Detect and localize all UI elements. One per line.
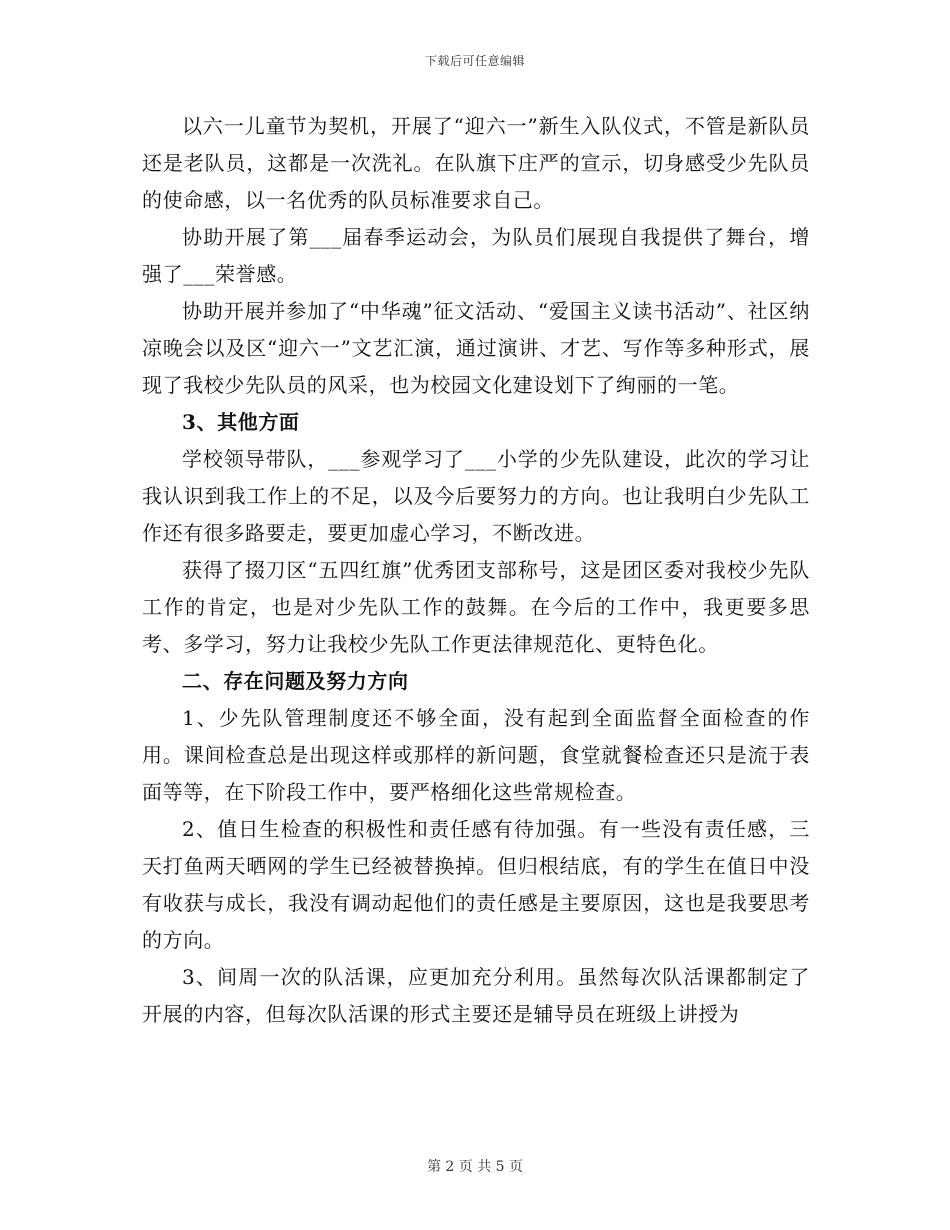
page-footer: 第 2 页 共 5 页 (426, 1159, 524, 1175)
paragraph-problem-2: 2、值日生检查的积极性和责任感有待加强。有一些没有责任感，三天打鱼两天晒网的学生已经被替换掉。但归根结底，有的学生在值日中没有收获与成长，我没有调动起他们的责任感是主要原因，这也是我要思考的方向。 (142, 817, 810, 952)
paragraph-problem-3: 3、间周一次的队活课，应更加充分利用。虽然每次队活课都制定了开展的内容，但每次队活课的形式主要还是辅导员在班级上讲授为 (142, 965, 810, 1026)
page-header: 下载后可任意编辑 (424, 54, 525, 68)
document-body (142, 108, 810, 1033)
paragraph-award: 获得了掇刀区“五四红旗”优秀团支部称号，这是团区委对我校少先队工作的肯定，也是对少先队工作的鼓舞。在今后的工作中，我更要多思考、多学习，努力让我校少先队工作更法律规范化、更特色化。 (142, 558, 810, 656)
section-heading-problems: 二、存在问题及努力方向 (182, 669, 409, 693)
paragraph-study-visit: 学校领导带队，___参观学习了___小学的少先队建设，此次的学习让我认识到我工作上的不足，以及今后要努力的方向。也让我明白少先队工作还有很多路要走，要更加虚心学习，不断改进。 (142, 447, 810, 545)
section-heading-other: 3、其他方面 (182, 410, 300, 434)
paragraph-essay-activities: 协助开展并参加了“中华魂”征文活动、“爱国主义读书活动”、社区纳凉晚会以及区“迎六一”文艺汇演，通过演讲、才艺、写作等多种形式，展现了我校少先队员的风采，也为校园文化建设划下了绚丽的一笔。 (142, 299, 810, 397)
paragraph-children-day: 以六一儿童节为契机，开展了“迎六一”新生入队仪式，不管是新队员还是老队员，这都是一次洗礼。在队旗下庄严的宣示，切身感受少先队员的使命感，以一名优秀的队员标准要求自己。 (142, 114, 810, 212)
paragraph-problem-1: 1、少先队管理制度还不够全面，没有起到全面监督全面检查的作用。课间检查总是出现这样或那样的新问题，食堂就餐检查还只是流于表面等等，在下阶段工作中，要严格细化这些常规检查。 (142, 706, 810, 804)
paragraph-sports-meet: 协助开展了第___届春季运动会，为队员们展现自我提供了舞台，增强了___荣誉感。 (142, 225, 810, 286)
